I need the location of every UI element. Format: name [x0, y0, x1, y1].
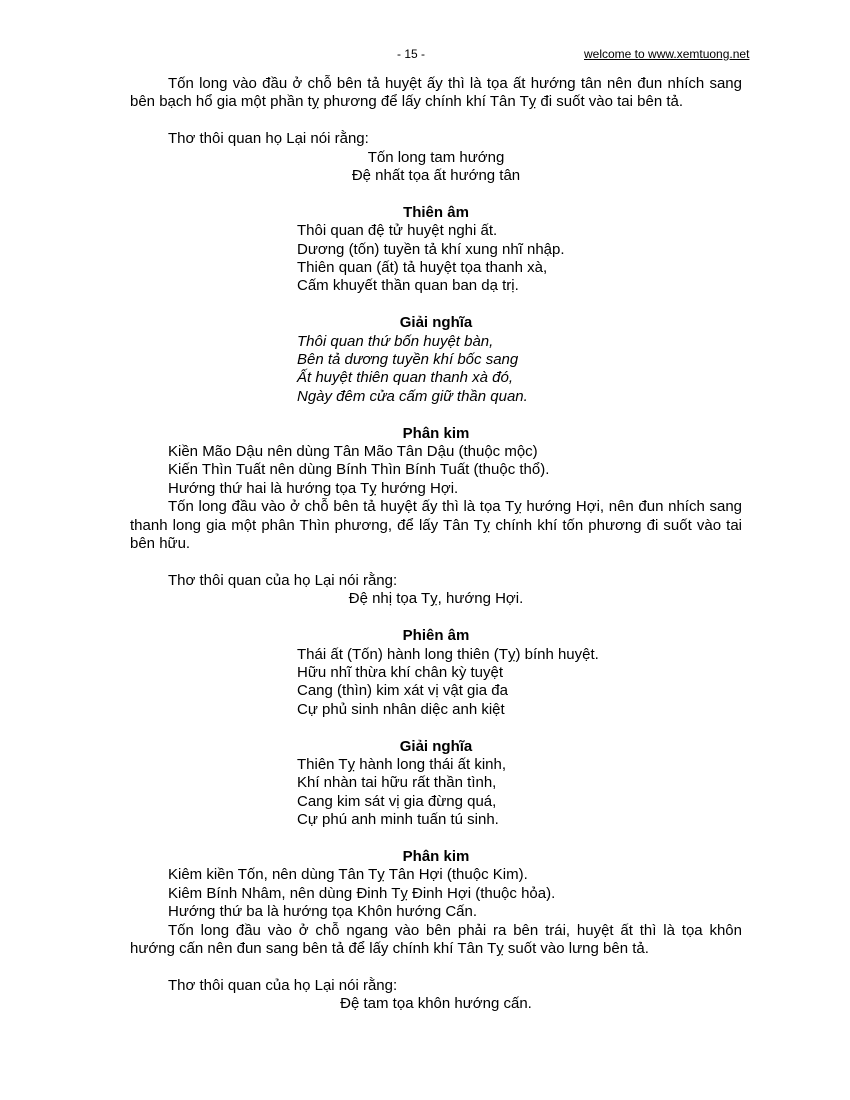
document-body	[130, 75, 742, 1014]
text-line: Hướng thứ ba là hướng tọa Khôn hướng Cấn.	[168, 903, 478, 921]
poem-title: Đệ nhị tọa Tỵ, hướng Hợi.	[348, 590, 524, 608]
paragraph: Tốn long đầu vào ở chỗ bên tả huyệt ấy thì là tọa Tỵ hướng Hợi, nên đun nhích sang thanh long gia một phân Thìn phương, để lấy Tân Tỵ chính khí tốn phương đi suốt vào tai bên hữu.	[130, 498, 742, 553]
verse-line: Cự phủ sinh nhân diệc anh kiệt	[297, 700, 505, 718]
verse-line: Dương (tốn) tuyền tả khí xung nhĩ nhập.	[297, 240, 565, 258]
poem-title: Đệ tam tọa khôn hướng cấn.	[340, 995, 532, 1013]
section-heading: Phân kim	[402, 424, 470, 442]
text-line: Kiêm kiền Tốn, nên dùng Tân Tỵ Tân Hợi (thuộc Kim).	[168, 866, 528, 884]
poem-intro: Thơ thôi quan họ Lại nói rằng:	[168, 130, 369, 148]
verse-line: Ất huyệt thiên quan thanh xà đó,	[297, 369, 513, 387]
poem-intro: Thơ thôi quan của họ Lại nói rằng:	[168, 976, 398, 994]
poem-subtitle: Đệ nhất tọa ất hướng tân	[351, 167, 521, 185]
section-heading: Phiên âm	[402, 627, 470, 645]
verse-line: Cự phú anh minh tuấn tú sinh.	[297, 811, 499, 829]
verse-line: Bên tả dương tuyền khí bốc sang	[297, 351, 519, 369]
poem-intro: Thơ thôi quan của họ Lại nói rằng:	[168, 571, 398, 589]
verse-line: Thôi quan thứ bốn huyệt bàn,	[297, 332, 494, 350]
verse-line: Thiên quan (ất) tả huyệt tọa thanh xà,	[297, 259, 548, 277]
section-heading: Giải nghĩa	[399, 314, 473, 332]
verse-line: Khí nhàn tai hữu rất thần tình,	[297, 774, 497, 792]
verse-line: Thiên Tỵ hành long thái ất kinh,	[297, 755, 507, 773]
text-line: Kiêm Bính Nhâm, nên dùng Đinh Tỵ Đinh Hợi (thuộc hỏa).	[168, 884, 556, 902]
verse-line: Thái ất (Tốn) hành long thiên (Tỵ) bính huyệt.	[297, 645, 599, 663]
poem-title: Tốn long tam hướng	[367, 148, 505, 166]
verse-line: Cấm khuyết thần quan ban dạ trị.	[297, 277, 519, 295]
verse-line: Ngày đêm cửa cấm giữ thần quan.	[297, 387, 528, 405]
section-heading: Giải nghĩa	[399, 737, 473, 755]
verse-line: Thôi quan đệ tử huyệt nghi ất.	[297, 222, 498, 240]
page-number: - 15 -	[397, 47, 426, 61]
text-line: Kiền Mão Dậu nên dùng Tân Mão Tân Dậu (thuộc mộc)	[168, 443, 538, 461]
section-heading: Phân kim	[402, 847, 470, 865]
text-line: Kiến Thìn Tuất nên dùng Bính Thìn Bính Tuất (thuộc thổ).	[168, 461, 550, 479]
page-header	[0, 47, 850, 67]
verse-line: Hữu nhĩ thừa khí chân kỳ tuyệt	[297, 663, 504, 681]
paragraph: Tốn long vào đầu ở chỗ bên tả huyệt ấy thì là tọa ất hướng tân nên đun nhích sang bên bạch hổ gia một phần tỵ phương để lấy chính khí Tân Tỵ đi suốt vào tai bên tả.	[130, 75, 742, 111]
verse-line: Cang (thìn) kim xát vị vật gia đa	[297, 682, 508, 700]
site-link[interactable]: welcome to www.xemtuong.net	[584, 47, 750, 61]
section-heading: Thiên âm	[403, 203, 469, 221]
text-line: Hướng thứ hai là hướng tọa Tỵ hướng Hợi.	[168, 479, 459, 497]
verse-line: Cang kim sát vị gia đừng quá,	[297, 792, 497, 810]
paragraph: Tốn long đầu vào ở chỗ ngang vào bên phải ra bên trái, huyệt ất thì là tọa khôn hướng cấn nên đun sang bên tả để lấy chính khí Tân Tỵ suốt vào lưng bên tả.	[130, 921, 742, 957]
